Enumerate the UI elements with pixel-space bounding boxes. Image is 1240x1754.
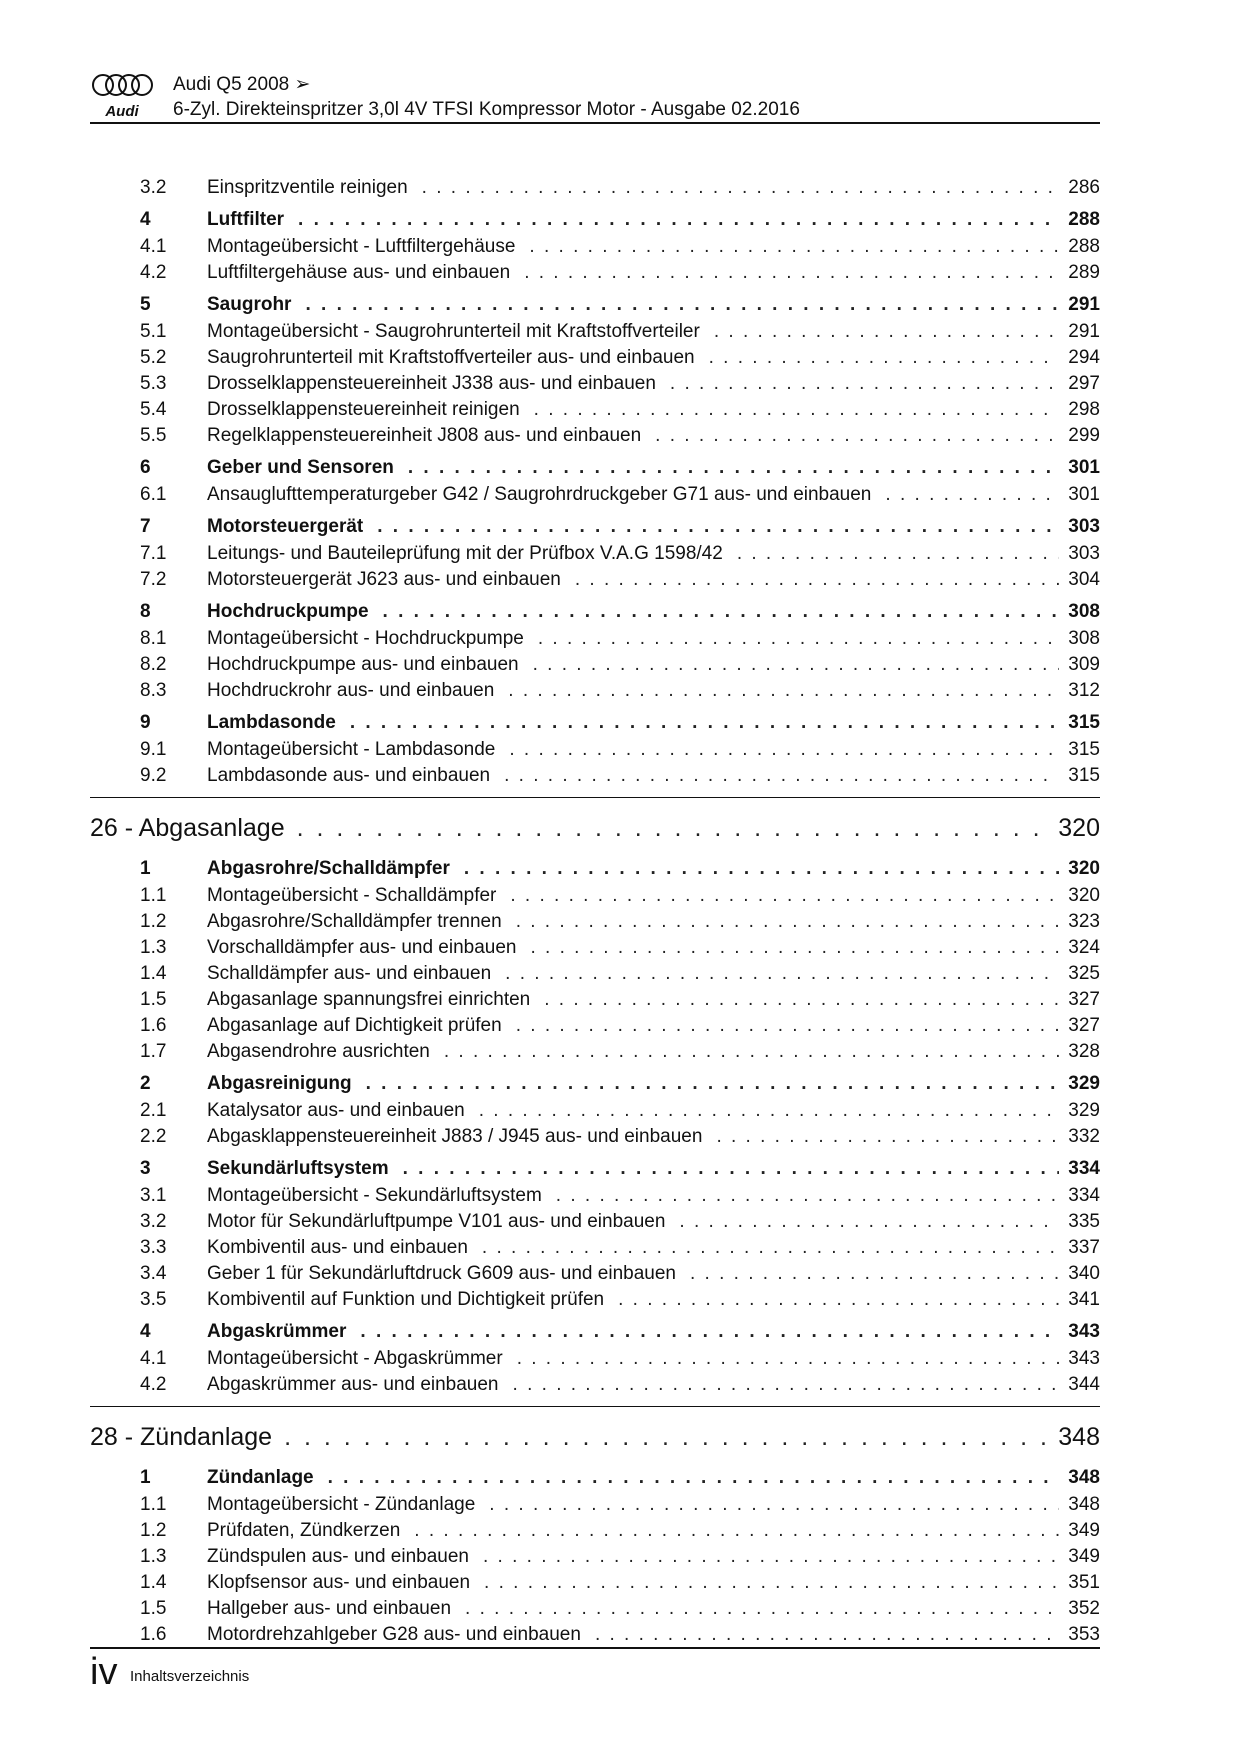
manual-title: Audi Q5 2008 ➢ — [173, 74, 311, 95]
toc-entry-page: 289 — [1068, 262, 1100, 283]
toc-entry-title: Abgasanlage spannungsfrei einrichten — [207, 989, 531, 1010]
toc-entry-title: Klopfsensor aus- und einbauen — [207, 1572, 471, 1593]
toc-dot-leader — [533, 652, 1060, 678]
toc-entry-page: 308 — [1068, 601, 1100, 622]
toc-entry-page: 315 — [1068, 765, 1100, 786]
toc-entry-page: 334 — [1068, 1185, 1100, 1206]
toc-dot-leader — [709, 345, 1060, 371]
toc-dot-leader — [530, 935, 1059, 961]
toc-dot-leader — [305, 291, 1059, 319]
toc-dot-leader — [505, 961, 1059, 987]
toc-entry-page: 343 — [1068, 1348, 1100, 1369]
toc-entry-page: 349 — [1068, 1546, 1100, 1567]
toc-entry-number: 8.1 — [140, 628, 167, 649]
toc-entry-number: 4.2 — [140, 262, 167, 283]
toc-entry-number: 1.7 — [140, 1041, 167, 1062]
toc-dot-leader — [538, 626, 1059, 652]
toc-section[interactable] — [90, 709, 1100, 737]
toc-entry-title: Sekundärluftsystem — [207, 1158, 389, 1179]
toc-entry-number: 3.3 — [140, 1237, 167, 1258]
toc-dot-leader — [366, 1070, 1060, 1098]
toc-entry-number: 1.6 — [140, 1015, 167, 1036]
toc-dot-leader — [679, 1209, 1059, 1235]
toc-dot-leader — [504, 763, 1059, 789]
toc-dot-leader — [422, 175, 1060, 201]
toc-section[interactable] — [90, 598, 1100, 626]
toc-entry-page: 294 — [1068, 347, 1100, 368]
toc-entry-number: 3 — [140, 1158, 151, 1179]
toc-entry-number: 7.2 — [140, 569, 167, 590]
toc-dot-leader — [284, 1415, 1049, 1459]
toc-entry-number: 3.1 — [140, 1185, 167, 1206]
toc-section[interactable] — [90, 454, 1100, 482]
toc-chapter[interactable] — [90, 806, 1100, 850]
toc-entry-page: 298 — [1068, 399, 1100, 420]
toc-dot-leader — [465, 1596, 1059, 1622]
toc-entry[interactable] — [90, 763, 1100, 789]
toc-entry[interactable] — [90, 260, 1100, 286]
toc-entry-page: 304 — [1068, 569, 1100, 590]
toc-dot-leader — [516, 909, 1060, 935]
toc-entry-number: 3.4 — [140, 1263, 167, 1284]
toc-entry-page: 291 — [1068, 294, 1100, 315]
toc-entry-page: 329 — [1068, 1100, 1100, 1121]
toc-entry-title: Hochdruckpumpe — [207, 601, 369, 622]
toc-dot-leader — [510, 883, 1059, 909]
toc-section[interactable] — [90, 1318, 1100, 1346]
toc-entry-page: 320 — [1068, 885, 1100, 906]
toc-dot-leader — [444, 1039, 1059, 1065]
toc-entry-page: 351 — [1068, 1572, 1100, 1593]
toc-entry-number: 4.1 — [140, 236, 167, 257]
toc-dot-leader — [464, 855, 1059, 883]
toc-entry[interactable] — [90, 935, 1100, 961]
toc-entry-number: 9 — [140, 712, 151, 733]
toc-entry-title: Ansauglufttemperaturgeber G42 / Saugrohrdruckgeber G71 aus- und einbauen — [207, 484, 872, 505]
toc-entry-page: 288 — [1068, 236, 1100, 257]
toc-entry-title: Leitungs- und Bauteileprüfung mit der Prüfbox V.A.G 1598/42 — [207, 543, 723, 564]
toc-entry-number: 5.1 — [140, 321, 167, 342]
toc-entry-number: 5.3 — [140, 373, 167, 394]
toc-entry-title: Zündanlage — [207, 1467, 314, 1488]
toc-entry-number: 3.5 — [140, 1289, 167, 1310]
toc-entry-page: 348 — [1058, 1423, 1100, 1451]
toc-entry-title: Katalysator aus- und einbauen — [207, 1100, 465, 1121]
toc-entry-page: 320 — [1058, 814, 1100, 842]
toc-entry-title: Abgasendrohre ausrichten — [207, 1041, 430, 1062]
toc-entry-page: 327 — [1068, 989, 1100, 1010]
toc-entry-number: 2.2 — [140, 1126, 167, 1147]
toc-entry-number: 4 — [140, 209, 151, 230]
toc-entry-page: 329 — [1068, 1073, 1100, 1094]
toc-entry-title: Abgasreinigung — [207, 1073, 352, 1094]
toc-entry-number: 2 — [140, 1073, 151, 1094]
toc-entry-page: 332 — [1068, 1126, 1100, 1147]
toc-dot-leader — [716, 1124, 1059, 1150]
toc-entry-number: 1.2 — [140, 1520, 167, 1541]
toc-entry[interactable] — [90, 1039, 1100, 1065]
toc-entry-title: Luftfilter — [207, 209, 285, 230]
toc-entry-title: Geber 1 für Sekundärluftdruck G609 aus- und einbauen — [207, 1263, 676, 1284]
toc-entry-title: Abgasanlage auf Dichtigkeit prüfen — [207, 1015, 502, 1036]
toc-entry[interactable] — [90, 652, 1100, 678]
chapter-divider — [90, 797, 1100, 798]
toc-entry-number: 4.2 — [140, 1374, 167, 1395]
toc-dot-leader — [297, 806, 1050, 850]
toc-entry-page: 353 — [1068, 1624, 1100, 1645]
toc-entry-title: Abgaskrümmer aus- und einbauen — [207, 1374, 499, 1395]
toc-entry-title: Montageübersicht - Hochdruckpumpe — [207, 628, 524, 649]
toc-entry-number: 7.1 — [140, 543, 167, 564]
toc-dot-leader — [479, 1098, 1060, 1124]
toc-entry-number: 1.1 — [140, 885, 167, 906]
toc-dot-leader — [508, 678, 1059, 704]
toc-entry-page: 323 — [1068, 911, 1100, 932]
toc-entry-page: 328 — [1068, 1041, 1100, 1062]
toc-entry-title: Hochdruckrohr aus- und einbauen — [207, 680, 495, 701]
toc-entry[interactable] — [90, 883, 1100, 909]
toc-entry[interactable] — [90, 1209, 1100, 1235]
toc-entry[interactable] — [90, 1544, 1100, 1570]
page-header — [90, 72, 1100, 124]
toc-entry-title: Motorsteuergerät — [207, 516, 364, 537]
toc-entry-title: Lambdasonde — [207, 712, 336, 733]
toc-entry-page: 309 — [1068, 654, 1100, 675]
toc-entry-page: 301 — [1068, 457, 1100, 478]
toc-dot-leader — [714, 319, 1059, 345]
toc-chapter[interactable] — [90, 1415, 1100, 1459]
logo-text: Audi — [105, 103, 139, 120]
toc-entry-title: Abgasklappensteuereinheit J883 / J945 aus- und einbauen — [207, 1126, 703, 1147]
toc-dot-leader — [575, 567, 1059, 593]
toc-entry[interactable] — [90, 1492, 1100, 1518]
toc-entry[interactable] — [90, 1261, 1100, 1287]
toc-entry-page: 299 — [1068, 425, 1100, 446]
toc-entry-title: 28 - Zündanlage — [90, 1423, 273, 1451]
toc-entry-title: Montageübersicht - Lambdasonde — [207, 739, 496, 760]
toc-entry-page: 337 — [1068, 1237, 1100, 1258]
toc-entry-number: 4 — [140, 1321, 151, 1342]
toc-entry[interactable] — [90, 175, 1100, 201]
toc-entry[interactable] — [90, 482, 1100, 508]
toc-entry-title: Abgasrohre/Schalldämpfer trennen — [207, 911, 502, 932]
toc-section[interactable] — [90, 291, 1100, 319]
toc-entry-number: 1 — [140, 1467, 151, 1488]
toc-section[interactable] — [90, 1070, 1100, 1098]
toc-entry-title: Montageübersicht - Abgaskrümmer — [207, 1348, 503, 1369]
toc-entry[interactable] — [90, 1124, 1100, 1150]
toc-dot-leader — [655, 423, 1059, 449]
toc-entry[interactable] — [90, 1235, 1100, 1261]
toc-entry-number: 3.2 — [140, 1211, 167, 1232]
toc-entry-number: 5.2 — [140, 347, 167, 368]
toc-dot-leader — [737, 541, 1059, 567]
toc-dot-leader — [328, 1464, 1060, 1492]
toc-entry-number: 5.5 — [140, 425, 167, 446]
toc-entry-page: 344 — [1068, 1374, 1100, 1395]
toc-dot-leader — [414, 1518, 1059, 1544]
toc-entry-number: 1 — [140, 858, 151, 879]
toc-entry-number: 1.5 — [140, 1598, 167, 1619]
toc-entry-title: Saugrohrunterteil mit Kraftstoffverteiler aus- und einbauen — [207, 347, 695, 368]
toc-entry-page: 348 — [1068, 1494, 1100, 1515]
toc-entry-title: Saugrohr — [207, 294, 292, 315]
toc-section[interactable] — [90, 1464, 1100, 1492]
toc-entry[interactable] — [90, 371, 1100, 397]
toc-entry-number: 8.3 — [140, 680, 167, 701]
toc-entry-page: 303 — [1068, 516, 1100, 537]
toc-entry-page: 348 — [1068, 1467, 1100, 1488]
toc-entry-number: 5.4 — [140, 399, 167, 420]
toc-entry-title: Montageübersicht - Schalldämpfer — [207, 885, 497, 906]
footer-divider — [90, 1647, 1100, 1649]
toc-entry-number: 1.6 — [140, 1624, 167, 1645]
header-divider — [90, 122, 1100, 124]
toc-entry-title: Geber und Sensoren — [207, 457, 394, 478]
toc-section[interactable] — [90, 206, 1100, 234]
toc-section[interactable] — [90, 855, 1100, 883]
toc-entry-title: Kombiventil aus- und einbauen — [207, 1237, 468, 1258]
toc-entry[interactable] — [90, 1013, 1100, 1039]
page-number: iv — [90, 1651, 118, 1693]
toc-entry-title: Zündspulen aus- und einbauen — [207, 1546, 469, 1567]
toc-entry-title: Drosselklappensteuereinheit reinigen — [207, 399, 520, 420]
toc-entry-title: Motorsteuergerät J623 aus- und einbauen — [207, 569, 561, 590]
toc-entry-title: Prüfdaten, Zündkerzen — [207, 1520, 401, 1541]
toc-dot-leader — [350, 709, 1059, 737]
toc-entry[interactable] — [90, 1570, 1100, 1596]
toc-entry-title: Montageübersicht - Zündanlage — [207, 1494, 476, 1515]
toc-dot-leader — [513, 1372, 1060, 1398]
toc-entry-title: Schalldämpfer aus- und einbauen — [207, 963, 492, 984]
toc-dot-leader — [482, 1235, 1059, 1261]
toc-entry-title: Abgaskrümmer — [207, 1321, 347, 1342]
toc-entry-page: 303 — [1068, 543, 1100, 564]
toc-entry-page: 324 — [1068, 937, 1100, 958]
toc-dot-leader — [403, 1155, 1060, 1183]
toc-entry-page: 308 — [1068, 628, 1100, 649]
toc-dot-leader — [377, 513, 1059, 541]
toc-dot-leader — [618, 1287, 1059, 1313]
toc-entry-page: 320 — [1068, 858, 1100, 879]
toc-entry[interactable] — [90, 678, 1100, 704]
toc-entry[interactable] — [90, 567, 1100, 593]
toc-entry-page: 349 — [1068, 1520, 1100, 1541]
toc-entry[interactable] — [90, 737, 1100, 763]
toc-dot-leader — [298, 206, 1059, 234]
toc-dot-leader — [489, 1492, 1059, 1518]
toc-entry-page: 334 — [1068, 1158, 1100, 1179]
toc-dot-leader — [360, 1318, 1059, 1346]
toc-dot-leader — [529, 234, 1059, 260]
chapter-divider — [90, 1406, 1100, 1407]
toc-entry-number: 6.1 — [140, 484, 167, 505]
toc-dot-leader — [595, 1622, 1059, 1648]
toc-entry[interactable] — [90, 1372, 1100, 1398]
toc-dot-leader — [483, 1544, 1059, 1570]
toc-entry-number: 9.1 — [140, 739, 167, 760]
toc-entry-number: 3.2 — [140, 177, 167, 198]
toc-entry-number: 2.1 — [140, 1100, 167, 1121]
toc-entry-number: 1.4 — [140, 1572, 167, 1593]
footer-label: Inhaltsverzeichnis — [130, 1668, 250, 1685]
toc-entry-title: Motor für Sekundärluftpumpe V101 aus- und einbauen — [207, 1211, 666, 1232]
toc-entry-title: Vorschalldämpfer aus- und einbauen — [207, 937, 517, 958]
toc-dot-leader — [524, 260, 1059, 286]
toc-entry[interactable] — [90, 319, 1100, 345]
toc-entry-title: Regelklappensteuereinheit J808 aus- und einbauen — [207, 425, 642, 446]
toc-dot-leader — [690, 1261, 1059, 1287]
toc-entry-page: 327 — [1068, 1015, 1100, 1036]
toc-entry-page: 343 — [1068, 1321, 1100, 1342]
toc-entry-page: 291 — [1068, 321, 1100, 342]
toc-entry[interactable] — [90, 345, 1100, 371]
toc-entry-number: 6 — [140, 457, 151, 478]
audi-logo — [90, 72, 160, 120]
toc-entry-page: 301 — [1068, 484, 1100, 505]
toc-dot-leader — [556, 1183, 1060, 1209]
toc-entry-title: Motordrehzahlgeber G28 aus- und einbauen — [207, 1624, 581, 1645]
toc-entry-number: 8.2 — [140, 654, 167, 675]
toc-dot-leader — [544, 987, 1059, 1013]
toc-dot-leader — [509, 737, 1059, 763]
toc-entry-title: Hallgeber aus- und einbauen — [207, 1598, 452, 1619]
toc-entry-page: 325 — [1068, 963, 1100, 984]
toc-entry-number: 1.3 — [140, 937, 167, 958]
toc-dot-leader — [517, 1346, 1060, 1372]
toc-dot-leader — [534, 397, 1060, 423]
toc-entry-title: Lambdasonde aus- und einbauen — [207, 765, 491, 786]
toc-entry-title: Montageübersicht - Sekundärluftsystem — [207, 1185, 542, 1206]
toc-dot-leader — [484, 1570, 1059, 1596]
toc-entry[interactable] — [90, 423, 1100, 449]
toc-entry[interactable] — [90, 987, 1100, 1013]
toc-entry-number: 5 — [140, 294, 151, 315]
toc-entry-number: 9.2 — [140, 765, 167, 786]
toc-section[interactable] — [90, 1155, 1100, 1183]
toc-entry-title: Luftfiltergehäuse aus- und einbauen — [207, 262, 511, 283]
toc-dot-leader — [516, 1013, 1060, 1039]
toc-entry[interactable] — [90, 1622, 1100, 1648]
toc-entry-title: Montageübersicht - Saugrohrunterteil mit Kraftstoffverteiler — [207, 321, 700, 342]
toc-entry[interactable] — [90, 626, 1100, 652]
toc-entry-title: 26 - Abgasanlage — [90, 814, 285, 842]
toc-entry-number: 7 — [140, 516, 151, 537]
toc-section[interactable] — [90, 513, 1100, 541]
toc-dot-leader — [408, 454, 1059, 482]
toc-entry-page: 315 — [1068, 739, 1100, 760]
toc-entry-title: Montageübersicht - Luftfiltergehäuse — [207, 236, 516, 257]
toc-entry-page: 352 — [1068, 1598, 1100, 1619]
toc-entry[interactable] — [90, 234, 1100, 260]
toc-entry-title: Einspritzventile reinigen — [207, 177, 408, 198]
toc-entry-number: 1.3 — [140, 1546, 167, 1567]
toc-entry-page: 288 — [1068, 209, 1100, 230]
toc-entry[interactable] — [90, 1183, 1100, 1209]
toc-entry-title: Kombiventil auf Funktion und Dichtigkeit prüfen — [207, 1289, 605, 1310]
toc-entry-number: 1.2 — [140, 911, 167, 932]
toc-dot-leader — [885, 482, 1059, 508]
toc-entry[interactable] — [90, 541, 1100, 567]
toc-entry-page: 315 — [1068, 712, 1100, 733]
toc-entry-page: 340 — [1068, 1263, 1100, 1284]
toc-entry-number: 1.4 — [140, 963, 167, 984]
table-of-contents — [90, 175, 1100, 1648]
toc-entry[interactable] — [90, 909, 1100, 935]
toc-entry-page: 297 — [1068, 373, 1100, 394]
toc-entry[interactable] — [90, 1287, 1100, 1313]
toc-entry[interactable] — [90, 1346, 1100, 1372]
toc-entry[interactable] — [90, 397, 1100, 423]
toc-entry[interactable] — [90, 961, 1100, 987]
toc-entry-number: 1.1 — [140, 1494, 167, 1515]
toc-entry-page: 312 — [1068, 680, 1100, 701]
toc-entry[interactable] — [90, 1518, 1100, 1544]
manual-subtitle: 6-Zyl. Direkteinspritzer 3,0l 4V TFSI Kompressor Motor - Ausgabe 02.2016 — [173, 99, 800, 120]
toc-entry-number: 8 — [140, 601, 151, 622]
toc-entry-title: Drosselklappensteuereinheit J338 aus- und einbauen — [207, 373, 656, 394]
toc-entry[interactable] — [90, 1098, 1100, 1124]
toc-entry-page: 286 — [1068, 177, 1100, 198]
toc-entry-title: Hochdruckpumpe aus- und einbauen — [207, 654, 519, 675]
toc-entry-page: 335 — [1068, 1211, 1100, 1232]
toc-dot-leader — [383, 598, 1060, 626]
toc-entry-title: Abgasrohre/Schalldämpfer — [207, 858, 450, 879]
toc-entry-number: 4.1 — [140, 1348, 167, 1369]
toc-entry[interactable] — [90, 1596, 1100, 1622]
toc-entry-page: 341 — [1068, 1289, 1100, 1310]
toc-entry-number: 1.5 — [140, 989, 167, 1010]
toc-dot-leader — [670, 371, 1059, 397]
